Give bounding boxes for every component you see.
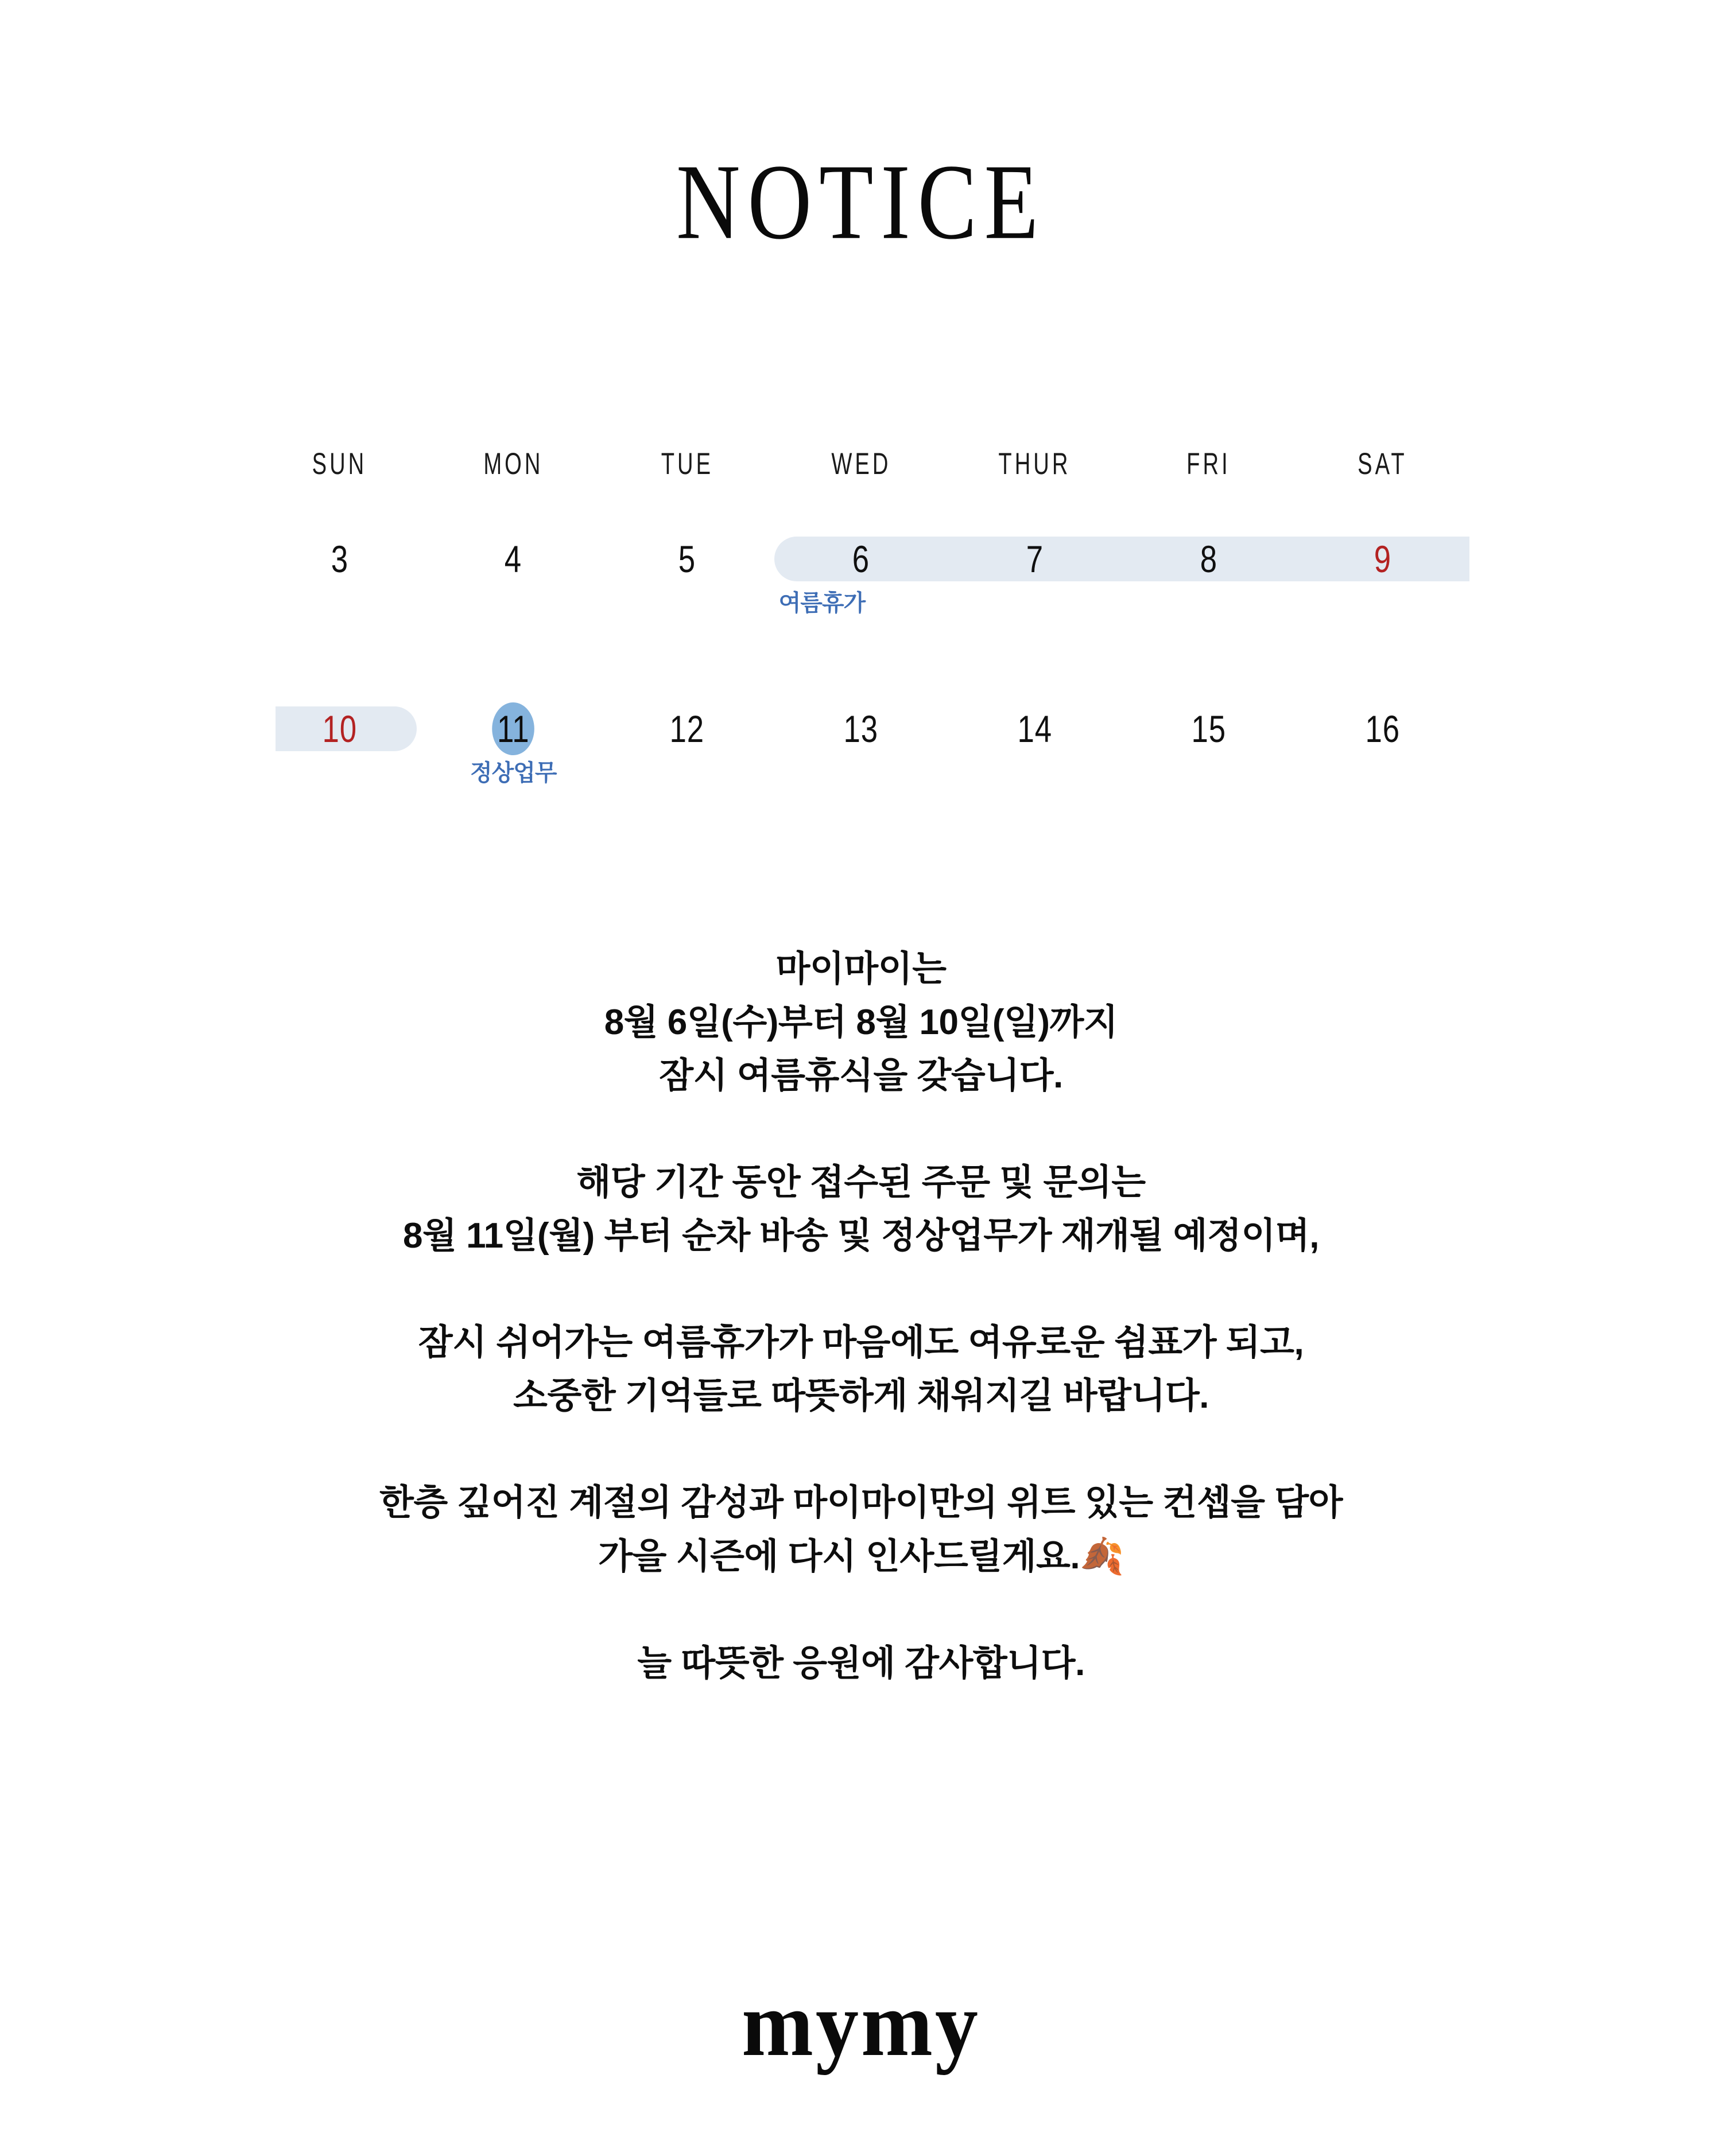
notice-paragraph-4: 한층 깊어진 계절의 감성과 마이마이만의 위트 있는 컨셉을 담아 가을 시즌에 다시 인사드릴게요.🍂 xyxy=(379,1483,1343,1577)
day-label-normal-business: 정상업무 xyxy=(470,760,557,786)
notice-paragraph-2: 해당 기간 동안 접수된 주문 및 문의는 8월 11일(월) 부터 순차 바송 및 정상업무가 재개될 예정이며, xyxy=(403,1163,1319,1256)
day-number: 8 xyxy=(1200,538,1217,580)
day-number-text: 11 xyxy=(497,708,530,750)
calendar-week-row-1 xyxy=(253,537,1469,651)
day-label-summer-vacation: 여름휴가 xyxy=(778,591,866,616)
weekday-header-tue: TUE xyxy=(661,447,713,481)
calendar xyxy=(253,446,1469,821)
weekday-header-fri: FRI xyxy=(1186,447,1231,481)
weekday-header-mon: MON xyxy=(483,447,544,481)
day-number: 5 xyxy=(678,538,696,580)
notice-body xyxy=(0,942,1722,1690)
calendar-day-8[interactable] xyxy=(1122,537,1296,581)
day-number xyxy=(497,706,529,751)
calendar-day-9[interactable] xyxy=(1296,537,1469,581)
day-number: 4 xyxy=(505,538,522,580)
day-number: 6 xyxy=(852,538,870,580)
calendar-day-13[interactable] xyxy=(774,706,948,751)
calendar-day-10[interactable] xyxy=(253,706,426,751)
weekday-header-sat: SAT xyxy=(1358,447,1407,481)
day-number: 15 xyxy=(1191,708,1226,750)
notice-paragraph-1: 마이마이는 8월 6일(수)부터 8월 10일(일)까지 잠시 여름휴식을 갖습니다. xyxy=(604,949,1118,1096)
day-number: 14 xyxy=(1017,708,1053,750)
calendar-week-row-2 xyxy=(253,706,1469,821)
day-number: 13 xyxy=(843,708,879,750)
day-number: 9 xyxy=(1374,538,1391,580)
day-number: 3 xyxy=(331,538,348,580)
day-number: 7 xyxy=(1026,538,1044,580)
day-number: 12 xyxy=(669,708,705,750)
fallen-leaf-icon: 🍂 xyxy=(1080,1535,1124,1577)
calendar-weekday-header-row xyxy=(253,446,1469,481)
day-number: 10 xyxy=(322,708,357,750)
calendar-day-11[interactable] xyxy=(426,706,600,786)
calendar-day-6[interactable] xyxy=(774,537,948,616)
calendar-day-12[interactable] xyxy=(600,706,774,751)
calendar-day-15[interactable] xyxy=(1122,706,1296,751)
weekday-header-thur: THUR xyxy=(998,447,1071,481)
calendar-day-7[interactable] xyxy=(948,537,1122,581)
notice-paragraph-3: 잠시 쉬어가는 여름휴가가 마음에도 여유로운 쉼표가 되고, 소중한 기억들로 따뜻하게 채워지길 바랍니다. xyxy=(418,1323,1304,1416)
calendar-day-14[interactable] xyxy=(948,706,1122,751)
calendar-day-4[interactable] xyxy=(426,537,600,581)
weekday-header-sun: SUN xyxy=(312,447,367,481)
calendar-day-5[interactable] xyxy=(600,537,774,581)
calendar-day-16[interactable] xyxy=(1296,706,1469,751)
calendar-day-3[interactable] xyxy=(253,537,426,581)
page-title: NOTICE xyxy=(676,142,1046,262)
day-number: 16 xyxy=(1365,708,1400,750)
brand-logo: mymy xyxy=(742,1972,980,2076)
notice-paragraph-5: 늘 따뜻한 응원에 감사합니다. xyxy=(637,1644,1085,1683)
weekday-header-wed: WED xyxy=(831,447,891,481)
